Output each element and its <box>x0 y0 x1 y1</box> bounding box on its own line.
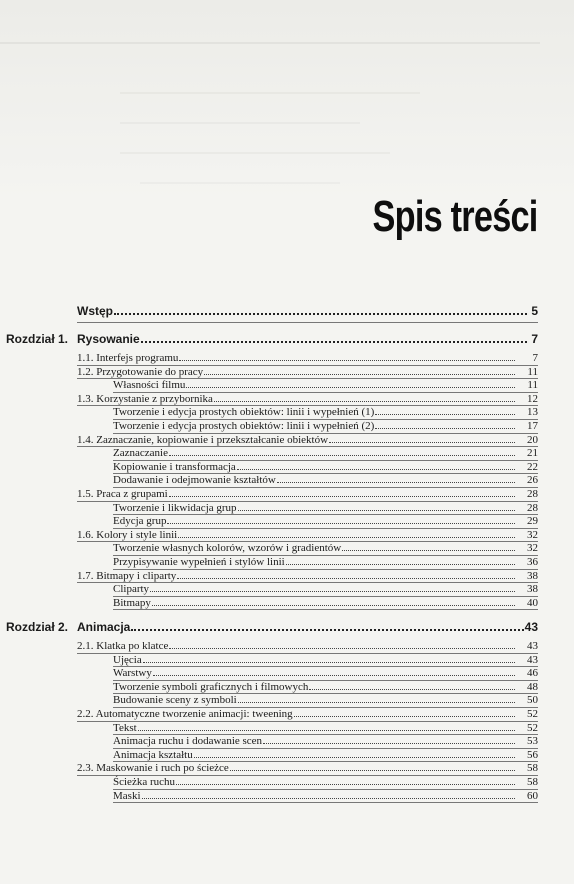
page-number: 58 <box>527 762 538 775</box>
page-number: 50 <box>527 694 538 707</box>
dot-leader <box>342 549 515 551</box>
dot-leader <box>176 783 515 785</box>
dot-leader <box>204 373 515 375</box>
section-entry <box>77 434 538 446</box>
subsection-entry <box>113 749 538 761</box>
dot-leader <box>277 481 515 483</box>
subsection-entry <box>113 776 538 788</box>
page-number: 7 <box>531 332 538 346</box>
dot-leader <box>286 563 515 565</box>
section-entry <box>77 352 538 364</box>
section-entry <box>77 366 538 378</box>
dot-leader <box>309 688 515 690</box>
dot-leader <box>141 340 527 343</box>
subsection-entry <box>113 447 538 459</box>
chapter-heading <box>77 620 538 634</box>
entry-title: 1.5. Praca z grupami <box>77 488 168 500</box>
dot-leader <box>138 729 515 731</box>
entry-title: Własności filmu <box>113 379 186 392</box>
subsection-entry <box>113 597 538 609</box>
page-number: 32 <box>527 528 538 541</box>
entry-title: 1.1. Interfejs programu <box>77 352 179 364</box>
dot-leader <box>375 413 515 415</box>
dot-leader <box>177 577 515 579</box>
entry-title: 1.2. Przygotowanie do pracy <box>77 365 204 378</box>
entry-title: Budowanie sceny z symboli <box>113 694 237 707</box>
subsection-entry <box>113 654 538 666</box>
dot-leader <box>114 312 527 315</box>
page-number: 52 <box>527 708 538 720</box>
page-number: 12 <box>527 392 538 405</box>
entry-title: Zaznaczanie <box>113 447 168 460</box>
subsection-entry <box>113 667 538 679</box>
page-number: 11 <box>527 365 538 378</box>
entry-title: Tekst <box>113 721 137 734</box>
entry-title: Rysowanie <box>77 332 140 346</box>
section-entry <box>77 570 538 582</box>
entry-title: Tworzenie i likwidacja grup <box>113 501 237 514</box>
entry-title: Animacja <box>77 620 131 634</box>
page-number: 36 <box>527 556 538 568</box>
page-number: 28 <box>527 501 538 514</box>
dot-leader <box>230 769 515 771</box>
subsection-entry <box>113 461 538 473</box>
entry-title: Tworzenie symboli graficznych i filmowych <box>113 680 309 693</box>
dot-leader <box>186 386 515 388</box>
dot-leader <box>150 590 515 592</box>
section-entry <box>77 640 538 652</box>
page-number: 28 <box>527 488 538 500</box>
entry-title: Ujęcia <box>113 653 142 666</box>
page-number: 48 <box>527 680 538 693</box>
page-number: 5 <box>531 304 538 318</box>
entry-title: 2.2. Automatyczne tworzenie animacji: tweening <box>77 708 293 720</box>
page-number: 60 <box>527 789 538 802</box>
dot-leader <box>263 742 515 744</box>
entry-rule <box>113 609 538 610</box>
entry-title: Tworzenie i edycja prostych obiektów: linii i wypełnień (1) <box>113 406 375 419</box>
page-number: 29 <box>527 515 538 528</box>
entry-title: 1.6. Kolory i style linii <box>77 528 178 541</box>
dot-leader <box>194 756 515 758</box>
entry-title: 1.7. Bitmapy i cliparty <box>77 569 177 582</box>
subsection-entry <box>113 406 538 418</box>
chapter-heading <box>77 332 538 346</box>
entry-title: Cliparty <box>113 583 150 596</box>
subsection-entry <box>113 556 538 568</box>
page-number: 38 <box>527 583 538 596</box>
section-entry <box>77 762 538 774</box>
page-title: Spis treści <box>372 192 538 241</box>
page-number: 22 <box>527 460 538 473</box>
subsection-entry <box>113 542 538 554</box>
section-entry <box>77 529 538 541</box>
dot-leader <box>214 400 515 402</box>
section-entry <box>77 393 538 405</box>
dot-leader <box>179 359 515 361</box>
entry-title: Maski <box>113 789 141 802</box>
chapter-number: Rozdział 2. <box>6 620 69 634</box>
page-number: 21 <box>527 447 538 460</box>
page-number: 53 <box>527 735 538 748</box>
dot-leader <box>152 604 515 606</box>
page-number: 11 <box>527 379 538 392</box>
subsection-entry <box>113 681 538 693</box>
subsection-entry <box>113 583 538 595</box>
subsection-entry <box>113 420 538 432</box>
entry-title: Kopiowanie i transformacja <box>113 460 236 473</box>
page-number: 43 <box>527 640 538 652</box>
entry-title: 2.1. Klatka po klatce <box>77 640 169 652</box>
entry-title: Wstęp <box>77 304 113 318</box>
entry-title: 1.3. Korzystanie z przybornika <box>77 392 213 405</box>
page-number: 43 <box>527 653 538 666</box>
subsection-entry <box>113 474 538 486</box>
subsection-entry <box>113 379 538 391</box>
section-entry <box>77 488 538 500</box>
dot-leader <box>238 701 515 703</box>
dot-leader <box>169 495 515 497</box>
page-number: 13 <box>527 406 538 419</box>
dot-leader <box>167 522 515 524</box>
dot-leader <box>169 647 515 649</box>
dot-leader <box>237 468 515 470</box>
entry-title: Przypisywanie wypełnień i stylów linii <box>113 556 285 568</box>
subsection-entry <box>113 502 538 514</box>
dot-leader <box>142 797 516 799</box>
entry-title: Edycja grup <box>113 515 167 528</box>
subsection-entry <box>113 722 538 734</box>
page-number: 32 <box>527 542 538 555</box>
page-number: 20 <box>527 433 538 446</box>
entry-title: Warstwy <box>113 667 152 680</box>
entry-title: Animacja ruchu i dodawanie scen <box>113 735 263 748</box>
subsection-entry <box>113 790 538 802</box>
dot-leader <box>153 674 515 676</box>
page-number: 40 <box>527 596 538 609</box>
chapter-number: Rozdział 1. <box>6 332 69 346</box>
section-entry <box>77 708 538 720</box>
entry-title: 1.4. Zaznaczanie, kopiowanie i przekształcanie obiektów <box>77 433 329 446</box>
entry-title: Dodawanie i odejmowanie kształtów <box>113 474 276 487</box>
subsection-entry <box>113 515 538 527</box>
entry-title: Animacja kształtu <box>113 748 193 761</box>
entry-rule <box>113 802 538 803</box>
page-number: 46 <box>527 667 538 680</box>
page-number: 7 <box>532 352 538 364</box>
subsection-entry <box>113 694 538 706</box>
intro-rule <box>77 322 538 323</box>
page-number: 26 <box>527 474 538 487</box>
dot-leader <box>169 454 515 456</box>
subsection-entry <box>113 735 538 747</box>
dot-leader <box>294 715 515 717</box>
entry-title: Ścieżka ruchu <box>113 776 175 788</box>
page-number: 17 <box>527 420 538 432</box>
entry-title: Tworzenie i edycja prostych obiektów: linii i wypełnień (2) <box>113 420 375 432</box>
entry-title: Bitmapy <box>113 596 151 609</box>
dot-leader <box>178 536 515 538</box>
toc-intro <box>77 304 538 318</box>
page-number: 38 <box>527 569 538 582</box>
dot-leader <box>375 427 515 429</box>
dot-leader <box>143 661 515 663</box>
dot-leader <box>131 628 523 631</box>
entry-title: 2.3. Maskowanie i ruch po ścieżce <box>77 762 229 775</box>
dot-leader <box>238 509 515 511</box>
entry-title: Tworzenie własnych kolorów, wzorów i gradientów <box>113 542 342 555</box>
page-number: 56 <box>527 748 538 761</box>
page-number: 58 <box>527 776 538 788</box>
page-number: 52 <box>527 721 538 734</box>
dot-leader <box>329 441 515 443</box>
page-number: 43 <box>524 620 538 634</box>
